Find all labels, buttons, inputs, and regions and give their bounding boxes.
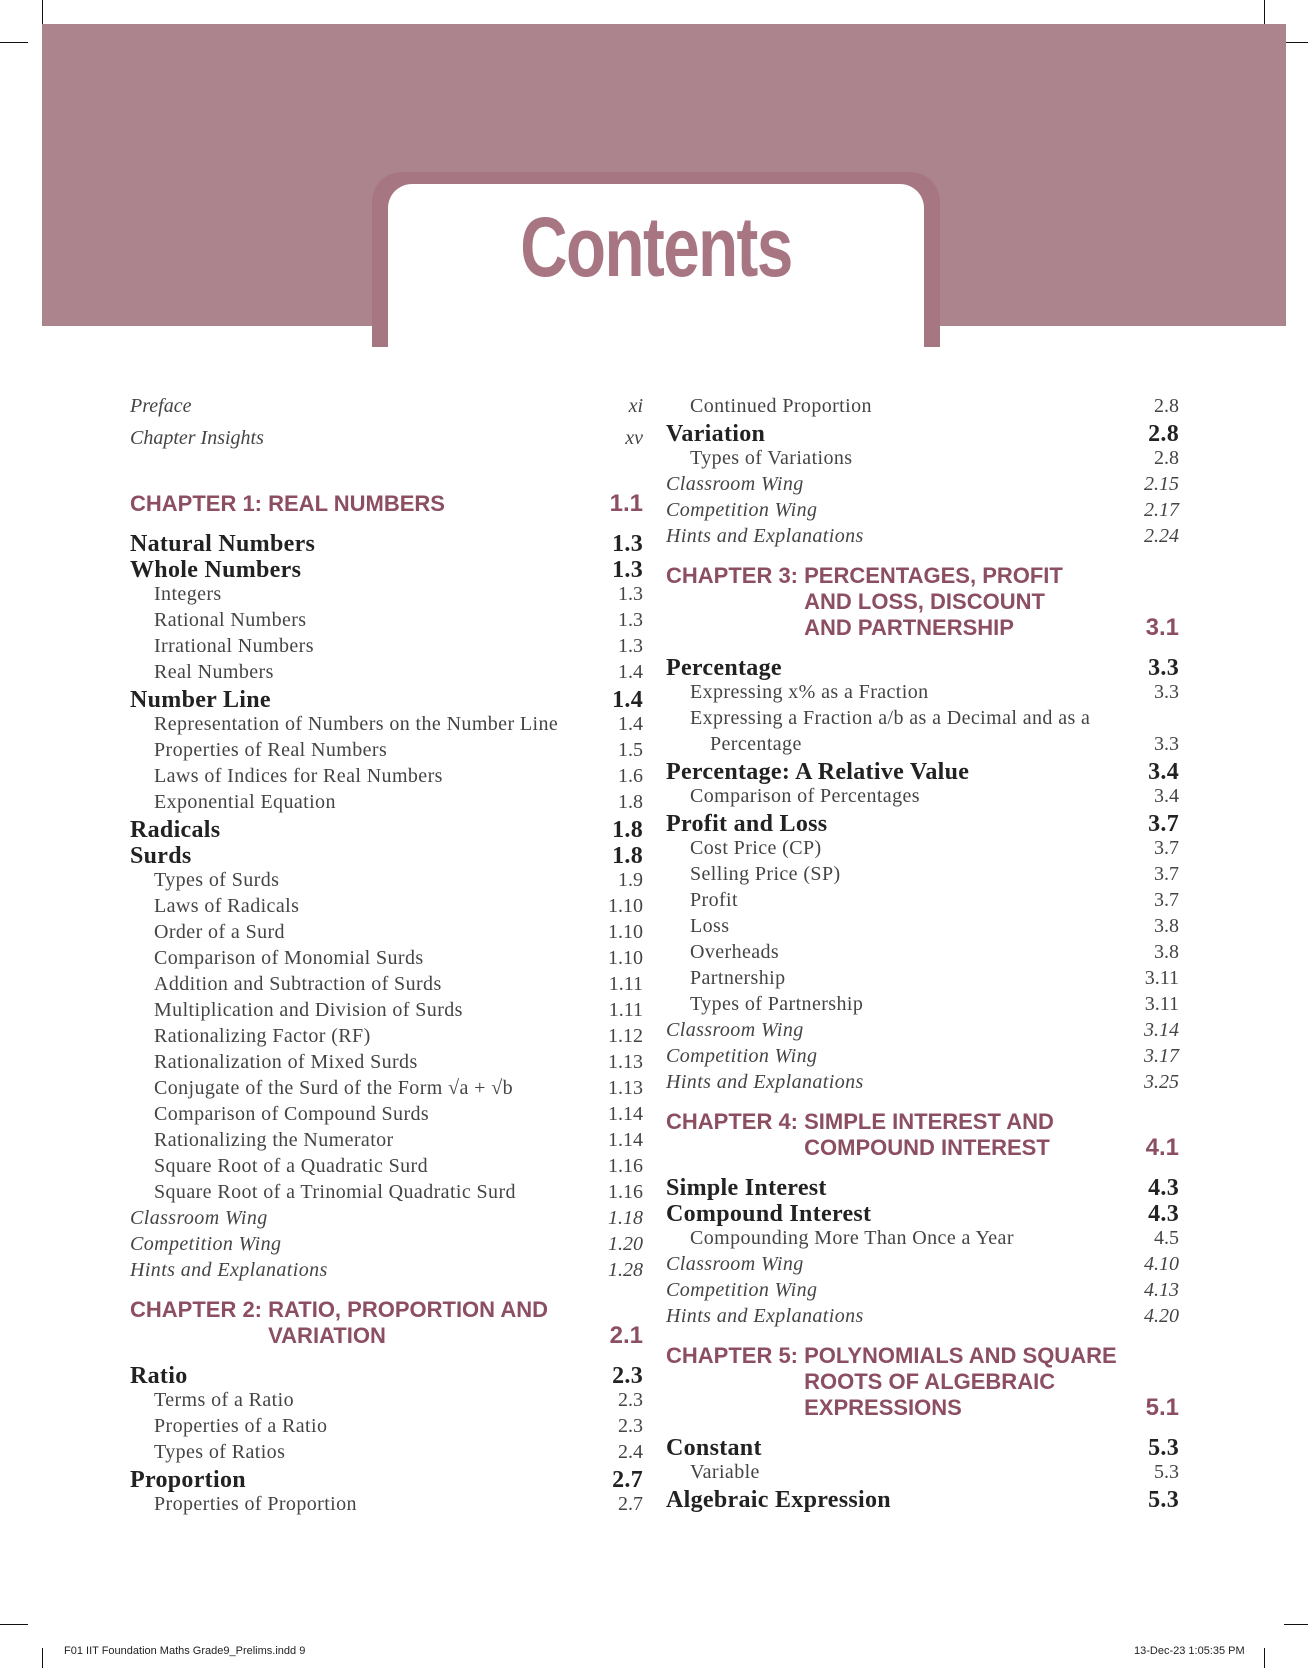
- toc-subsection-entry: [666, 681, 1179, 707]
- toc-section-entry: [666, 1201, 1179, 1227]
- chapter-label: CHAPTER 4:: [666, 1109, 805, 1134]
- entry-page-number: 1.3: [612, 557, 643, 583]
- toc-subsection-entry: [130, 1181, 643, 1207]
- entry-page-number: 1.4: [618, 713, 643, 735]
- entry-title: Addition and Subtraction of Surds: [154, 973, 442, 995]
- front-matter-entry: [130, 395, 643, 427]
- toc-subsection-entry: [130, 869, 643, 895]
- entry-page-number: xv: [625, 427, 643, 449]
- entry-page-number: 1.6: [618, 765, 643, 787]
- entry-page-number: 3.11: [1144, 967, 1179, 989]
- toc-wing-entry: [666, 1045, 1179, 1071]
- entry-page-number: 1.8: [612, 843, 643, 869]
- toc-subsection-entry: [666, 863, 1179, 889]
- entry-title: Variable: [690, 1461, 760, 1483]
- toc-section-entry: [130, 687, 643, 713]
- entry-title: Comparison of Monomial Surds: [154, 947, 424, 969]
- entry-title: Compound Interest: [666, 1201, 872, 1227]
- crop-mark: [42, 0, 43, 24]
- toc-subsection-entry: [130, 1129, 643, 1155]
- toc-wing-entry: [130, 1259, 643, 1285]
- entry-title: Natural Numbers: [130, 531, 316, 557]
- toc-subsection-entry: [130, 1493, 643, 1519]
- entry-title: Profit: [690, 889, 738, 911]
- entry-title: Square Root of a Quadratic Surd: [154, 1155, 429, 1177]
- entry-title: Constant: [666, 1435, 762, 1461]
- entry-title: Classroom Wing: [666, 473, 804, 495]
- entry-page-number: 1.8: [612, 817, 643, 843]
- toc-subsection-entry: [666, 733, 1179, 759]
- entry-page-number: 1.13: [608, 1077, 643, 1099]
- chapter-heading: [666, 1343, 1179, 1421]
- chapter-3-heading: [666, 563, 1179, 641]
- chapter-title-line: COMPOUND INTEREST: [804, 1135, 1050, 1160]
- entry-title: Competition Wing: [666, 499, 818, 521]
- chapter-page-number: 1.1: [609, 490, 643, 517]
- entry-title: Overheads: [690, 941, 780, 963]
- crop-mark: [0, 1624, 28, 1625]
- chapter-4-entries: [666, 1175, 1179, 1331]
- toc-subsection-entry: [666, 837, 1179, 863]
- entry-page-number: 1.9: [618, 869, 643, 891]
- entry-title: Ratio: [130, 1363, 188, 1389]
- entry-title: Conjugate of the Surd of the Form √a + √b: [154, 1077, 514, 1099]
- entry-page-number: 1.3: [612, 531, 643, 557]
- entry-title: Profit and Loss: [666, 811, 828, 837]
- toc-section-entry: [666, 421, 1179, 447]
- chapter-title-line: VARIATION: [268, 1323, 386, 1348]
- entry-page-number: 3.7: [1148, 811, 1179, 837]
- chapter-label: CHAPTER 1:: [130, 491, 269, 516]
- entry-page-number: 5.3: [1154, 1461, 1179, 1483]
- entry-title: Types of Ratios: [154, 1441, 286, 1463]
- entry-page-number: 1.8: [618, 791, 643, 813]
- entry-page-number: 1.4: [612, 687, 643, 713]
- entry-title: Square Root of a Trinomial Quadratic Surd: [154, 1181, 516, 1203]
- entry-title: Simple Interest: [666, 1175, 827, 1201]
- entry-title: Whole Numbers: [130, 557, 302, 583]
- entry-title: Competition Wing: [666, 1279, 818, 1301]
- chapter-title-lines: [268, 1297, 548, 1349]
- toc-subsection-entry: [666, 395, 1179, 421]
- chapter-4-heading: [666, 1109, 1179, 1161]
- entry-title: Selling Price (SP): [690, 863, 841, 885]
- entry-title: Laws of Radicals: [154, 895, 300, 917]
- toc-subsection-entry: [130, 1051, 643, 1077]
- toc-subsection-entry: [666, 915, 1179, 941]
- entry-page-number: 3.14: [1144, 1019, 1179, 1041]
- toc-subsection-entry: [666, 993, 1179, 1019]
- entry-page-number: 3.7: [1154, 889, 1179, 911]
- footer-timestamp: 13-Dec-23 1:05:35 PM: [1134, 1645, 1245, 1657]
- entry-page-number: 1.20: [608, 1233, 643, 1255]
- chapter-title-lines: [804, 563, 1063, 641]
- toc-wing-entry: [666, 1253, 1179, 1279]
- entry-page-number: 1.5: [618, 739, 643, 761]
- entry-title: Surds: [130, 843, 192, 869]
- entry-page-number: 5.3: [1148, 1487, 1179, 1513]
- toc-subsection-entry: [666, 941, 1179, 967]
- entry-title: Representation of Numbers on the Number Line: [154, 713, 559, 735]
- chapter-page-number: 4.1: [1145, 1134, 1179, 1161]
- entry-title: Percentage: [666, 655, 782, 681]
- chapter-page-number: 5.1: [1145, 1394, 1179, 1421]
- chapter-5-entries: [666, 1435, 1179, 1513]
- entry-page-number: 1.16: [608, 1181, 643, 1203]
- chapter-title-lines: [268, 491, 445, 517]
- chapter-title-line: ROOTS OF ALGEBRAIC: [804, 1369, 1056, 1394]
- entry-title: Integers: [154, 583, 222, 605]
- toc-subsection-entry: [130, 1077, 643, 1103]
- entry-title: Rationalizing Factor (RF): [154, 1025, 371, 1047]
- toc-subsection-entry: [130, 713, 643, 739]
- entry-page-number: 3.8: [1154, 941, 1179, 963]
- entry-page-number: 4.5: [1154, 1227, 1179, 1249]
- toc-subsection-entry: [130, 999, 643, 1025]
- entry-title: Types of Surds: [154, 869, 280, 891]
- entry-page-number: 4.13: [1144, 1279, 1179, 1301]
- crop-mark: [42, 1648, 43, 1668]
- entry-title: Properties of a Ratio: [154, 1415, 328, 1437]
- toc-wing-entry: [666, 473, 1179, 499]
- entry-page-number: 3.11: [1144, 993, 1179, 1015]
- chapter-title-line: AND LOSS, DISCOUNT: [804, 589, 1045, 614]
- toc-subsection-entry: [130, 1025, 643, 1051]
- page-title: Contents: [520, 200, 792, 294]
- entry-title: Classroom Wing: [666, 1019, 804, 1041]
- chapter-2-continued-entries: [666, 395, 1179, 551]
- entry-page-number: 3.7: [1154, 837, 1179, 859]
- entry-page-number: 1.16: [608, 1155, 643, 1177]
- entry-title: Rationalization of Mixed Surds: [154, 1051, 418, 1073]
- toc-subsection-entry: [130, 1389, 643, 1415]
- toc-subsection-entry: [130, 1441, 643, 1467]
- entry-page-number: 1.3: [618, 609, 643, 631]
- entry-page-number: 3.25: [1144, 1071, 1179, 1093]
- toc-section-entry: [130, 1467, 643, 1493]
- chapter-3-entries: [666, 655, 1179, 1097]
- toc-section-entry: [666, 759, 1179, 785]
- toc-wing-entry: [666, 1019, 1179, 1045]
- entry-page-number: 1.10: [608, 895, 643, 917]
- entry-title: Hints and Explanations: [666, 525, 864, 547]
- footer-file-name: F01 IIT Foundation Maths Grade9_Prelims.indd 9: [64, 1645, 306, 1657]
- entry-title: Expressing x% as a Fraction: [690, 681, 929, 703]
- entry-title: Rational Numbers: [154, 609, 307, 631]
- chapter-5-heading: [666, 1343, 1179, 1421]
- entry-title: Percentage: A Relative Value: [666, 759, 970, 785]
- toc-wing-entry: [666, 1279, 1179, 1305]
- toc-subsection-entry: [666, 1461, 1179, 1487]
- chapter-title-line: PERCENTAGES, PROFIT: [804, 563, 1063, 588]
- entry-page-number: 2.3: [612, 1363, 643, 1389]
- crop-mark: [1264, 0, 1265, 24]
- toc-subsection-entry: [130, 609, 643, 635]
- entry-page-number: 1.28: [608, 1259, 643, 1281]
- entry-page-number: 3.7: [1154, 863, 1179, 885]
- entry-title: Types of Partnership: [690, 993, 864, 1015]
- entry-title: Expressing a Fraction a/b as a Decimal and as a: [690, 707, 1091, 729]
- entry-title: Terms of a Ratio: [154, 1389, 294, 1411]
- entry-page-number: 1.11: [608, 973, 643, 995]
- entry-title: Competition Wing: [130, 1233, 282, 1255]
- entry-title: Percentage: [710, 733, 802, 755]
- chapter-1-heading: [130, 491, 643, 517]
- entry-title: Hints and Explanations: [130, 1259, 328, 1281]
- toc-subsection-entry: [130, 739, 643, 765]
- chapter-label: CHAPTER 3:: [666, 563, 805, 588]
- chapter-title: [130, 1297, 548, 1349]
- crop-mark: [1284, 1624, 1308, 1625]
- entry-page-number: 1.3: [618, 635, 643, 657]
- entry-page-number: 4.3: [1148, 1175, 1179, 1201]
- entry-title: Number Line: [130, 687, 271, 713]
- chapter-label: CHAPTER 5:: [666, 1343, 805, 1368]
- entry-title: Hints and Explanations: [666, 1305, 864, 1327]
- entry-page-number: 1.11: [608, 999, 643, 1021]
- entry-page-number: 2.8: [1154, 395, 1179, 417]
- entry-page-number: 3.3: [1154, 733, 1179, 755]
- front-matter-entry: [130, 427, 643, 459]
- entry-title: Classroom Wing: [130, 1207, 268, 1229]
- entry-page-number: 3.8: [1154, 915, 1179, 937]
- entry-page-number: 1.14: [608, 1103, 643, 1125]
- entry-page-number: 1.18: [608, 1207, 643, 1229]
- entry-page-number: 2.7: [618, 1493, 643, 1515]
- toc-subsection-entry: [666, 1227, 1179, 1253]
- entry-title: Properties of Proportion: [154, 1493, 357, 1515]
- toc-section-entry: [666, 1487, 1179, 1513]
- chapter-2-heading: [130, 1297, 643, 1349]
- toc-subsection-entry: [130, 583, 643, 609]
- entry-title: Chapter Insights: [130, 427, 264, 449]
- entry-title: Order of a Surd: [154, 921, 285, 943]
- entry-page-number: 4.3: [1148, 1201, 1179, 1227]
- toc-section-entry: [130, 557, 643, 583]
- entry-title: Properties of Real Numbers: [154, 739, 388, 761]
- entry-title: Competition Wing: [666, 1045, 818, 1067]
- entry-title: Radicals: [130, 817, 221, 843]
- chapter-title: [666, 1109, 1054, 1161]
- crop-mark: [1284, 42, 1308, 43]
- entry-page-number: 1.3: [618, 583, 643, 605]
- entry-title: Partnership: [690, 967, 786, 989]
- entry-title: Preface: [130, 395, 192, 417]
- toc-wing-entry: [666, 1305, 1179, 1331]
- entry-title: Types of Variations: [690, 447, 853, 469]
- entry-page-number: 2.15: [1144, 473, 1179, 495]
- entry-title: Comparison of Percentages: [690, 785, 920, 807]
- entry-title: Algebraic Expression: [666, 1487, 891, 1513]
- entry-page-number: 1.10: [608, 947, 643, 969]
- toc-section-entry: [130, 531, 643, 557]
- entry-page-number: 2.24: [1144, 525, 1179, 547]
- entry-title: Compounding More Than Once a Year: [690, 1227, 1014, 1249]
- entry-page-number: 3.4: [1154, 785, 1179, 807]
- chapter-heading: [666, 563, 1179, 641]
- entry-title: Rationalizing the Numerator: [154, 1129, 394, 1151]
- entry-page-number: 1.12: [608, 1025, 643, 1047]
- toc-subsection-entry: [130, 1103, 643, 1129]
- toc-subsection-entry: [130, 1415, 643, 1441]
- toc-wing-entry: [666, 1071, 1179, 1097]
- entry-title: Continued Proportion: [690, 395, 872, 417]
- entry-title: Irrational Numbers: [154, 635, 314, 657]
- toc-right-column: [666, 395, 1179, 1513]
- toc-subsection-entry: [130, 1155, 643, 1181]
- entry-page-number: 2.3: [618, 1415, 643, 1437]
- entry-page-number: 3.17: [1144, 1045, 1179, 1067]
- entry-page-number: 2.8: [1154, 447, 1179, 469]
- chapter-title: [130, 491, 445, 517]
- entry-title: Classroom Wing: [666, 1253, 804, 1275]
- chapter-heading: [130, 491, 643, 517]
- toc-section-entry: [666, 811, 1179, 837]
- entry-title: Laws of Indices for Real Numbers: [154, 765, 443, 787]
- entry-title: Comparison of Compound Surds: [154, 1103, 430, 1125]
- entry-page-number: 4.10: [1144, 1253, 1179, 1275]
- chapter-title-line: AND PARTNERSHIP: [804, 615, 1014, 640]
- entry-title: Cost Price (CP): [690, 837, 822, 859]
- entry-title: Hints and Explanations: [666, 1071, 864, 1093]
- chapter-2-entries: [130, 1363, 643, 1519]
- toc-subsection-entry: [130, 921, 643, 947]
- entry-page-number: 1.14: [608, 1129, 643, 1151]
- toc-subsection-entry: [130, 895, 643, 921]
- toc-subsection-entry: [666, 967, 1179, 993]
- entry-page-number: 3.3: [1154, 681, 1179, 703]
- crop-mark: [1264, 1648, 1265, 1668]
- chapter-title-line: SIMPLE INTEREST AND: [804, 1109, 1054, 1134]
- chapter-title-line: REAL NUMBERS: [268, 491, 445, 516]
- entry-page-number: 1.4: [618, 661, 643, 683]
- entry-title: Exponential Equation: [154, 791, 336, 813]
- chapter-1-entries: [130, 531, 643, 1285]
- entry-page-number: 1.10: [608, 921, 643, 943]
- chapter-title: [666, 1343, 1117, 1421]
- toc-subsection-entry: [130, 635, 643, 661]
- crop-mark: [0, 42, 28, 43]
- entry-page-number: 2.17: [1144, 499, 1179, 521]
- toc-subsection-entry: [130, 791, 643, 817]
- toc-section-entry: [666, 1175, 1179, 1201]
- toc-wing-entry: [666, 499, 1179, 525]
- entry-title: Variation: [666, 421, 766, 447]
- toc-subsection-entry: [130, 765, 643, 791]
- entry-title: Loss: [690, 915, 730, 937]
- chapter-title-line: RATIO, PROPORTION AND: [268, 1297, 549, 1322]
- chapter-heading: [666, 1109, 1179, 1161]
- entry-page-number: 2.4: [618, 1441, 643, 1463]
- chapter-page-number: 2.1: [609, 1322, 643, 1349]
- entry-title: Real Numbers: [154, 661, 274, 683]
- entry-page-number: 2.8: [1148, 421, 1179, 447]
- chapter-heading: [130, 1297, 643, 1349]
- toc-subsection-entry: [666, 785, 1179, 811]
- entry-title: Multiplication and Division of Surds: [154, 999, 463, 1021]
- toc-section-entry: [130, 843, 643, 869]
- toc-left-column: [130, 395, 643, 1519]
- chapter-title-lines: [804, 1109, 1054, 1161]
- entry-page-number: 5.3: [1148, 1435, 1179, 1461]
- toc-section-entry: [666, 655, 1179, 681]
- entry-page-number: 2.3: [618, 1389, 643, 1411]
- chapter-label: CHAPTER 2:: [130, 1297, 269, 1322]
- entry-title: Proportion: [130, 1467, 246, 1493]
- toc-subsection-entry: [666, 889, 1179, 915]
- entry-page-number: xi: [628, 395, 643, 417]
- toc-section-entry: [130, 817, 643, 843]
- entry-page-number: 1.13: [608, 1051, 643, 1073]
- toc-wing-entry: [130, 1233, 643, 1259]
- toc-subsection-entry: [666, 707, 1179, 733]
- front-matter-list: [130, 395, 643, 459]
- chapter-title: [666, 563, 1063, 641]
- entry-page-number: 3.3: [1148, 655, 1179, 681]
- toc-subsection-entry: [130, 973, 643, 999]
- chapter-title-line: EXPRESSIONS: [804, 1395, 962, 1420]
- entry-page-number: 2.7: [612, 1467, 643, 1493]
- toc-wing-entry: [666, 525, 1179, 551]
- toc-wing-entry: [130, 1207, 643, 1233]
- toc-subsection-entry: [130, 947, 643, 973]
- entry-page-number: 4.20: [1144, 1305, 1179, 1327]
- chapter-page-number: 3.1: [1145, 614, 1179, 641]
- toc-section-entry: [130, 1363, 643, 1389]
- entry-page-number: 3.4: [1148, 759, 1179, 785]
- chapter-title-lines: [804, 1343, 1117, 1421]
- toc-subsection-entry: [130, 661, 643, 687]
- toc-section-entry: [666, 1435, 1179, 1461]
- chapter-title-line: POLYNOMIALS AND SQUARE: [804, 1343, 1117, 1368]
- toc-subsection-entry: [666, 447, 1179, 473]
